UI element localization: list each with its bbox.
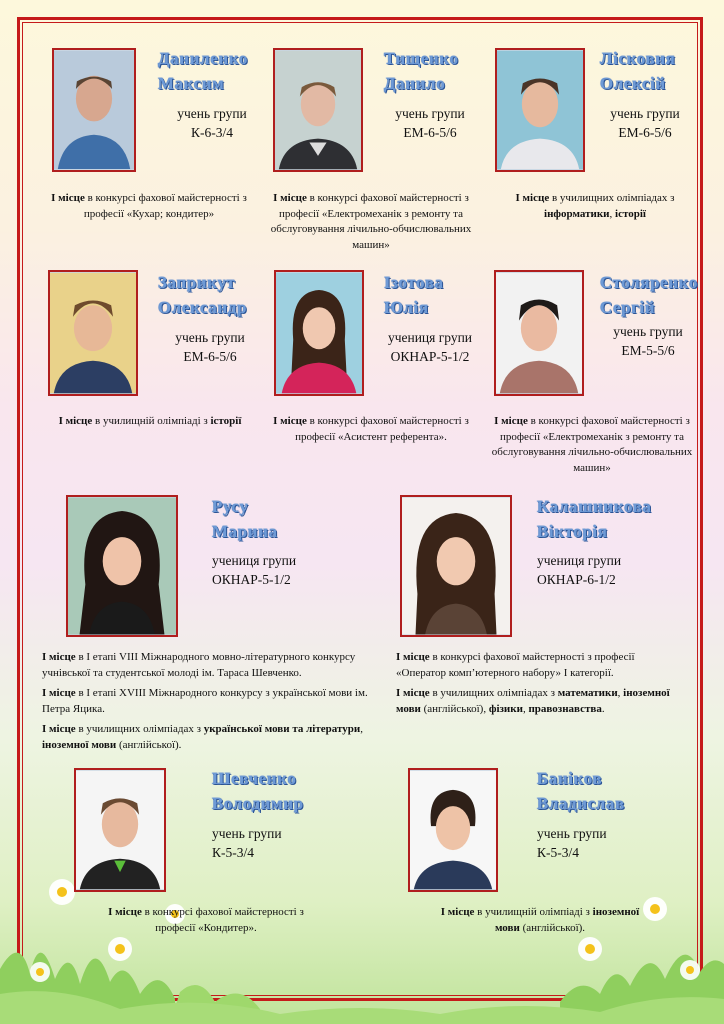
- award-rusu-1: І місце в І етапі VІІІ Міжнародного мовно-літературного конкурсу учнівської та студентської молоді ім. Тараса Шевченко.: [42, 651, 356, 679]
- photo-liskovych: [495, 48, 585, 172]
- award-stoliarenko: І місце в конкурсі фахової майстерності з професії «Електромеханік з ремонту та обслуговування лічильно-обчислювальних машин»: [491, 415, 693, 474]
- name-zaprykut: Заприкут Олександр: [158, 273, 248, 317]
- group-rusu: учениця групи ОКНАР-5-1/2: [212, 553, 297, 587]
- name-stoliarenko: Столяренко Сергій: [600, 273, 699, 317]
- group-shevchenko: учень групи К-5-3/4: [212, 826, 282, 860]
- award-rusu-2: І місце в І етапі XVІІІ Міжнародного конкурсу з української мови ім. Петра Яцика.: [42, 687, 368, 715]
- award-danylenko: І місце в конкурсі фахової майстерності з професії «Кухар; кондитер»: [51, 192, 247, 220]
- grass-flowers-decoration: [0, 874, 724, 1024]
- name-tyshchenko: Тищенко Данило: [384, 49, 459, 93]
- name-danylenko: Даниленко Максим: [158, 49, 249, 93]
- group-danylenko: учень групи К-6-3/4: [177, 106, 247, 140]
- photo-izotova: [274, 270, 364, 396]
- photo-banikov: [408, 768, 498, 892]
- name-shevchenko: Шевченко Володимир: [212, 769, 304, 813]
- award-shevchenko: І місце в конкурсі фахової майстерності з професії «Кондитер».: [108, 906, 304, 934]
- group-izotova: учениця групи ОКНАР-5-1/2: [387, 330, 473, 364]
- name-izotova: Ізотова Юлія: [384, 273, 444, 317]
- award-banikov: І місце в училищній олімпіаді з іноземної мови (англійської).: [440, 906, 640, 934]
- group-zaprykut: учень групи ЕМ-6-5/6: [175, 330, 245, 364]
- photo-danylenko: [52, 48, 136, 172]
- award-liskovych: І місце в училищних олімпіадах з інформатики, історії: [515, 192, 675, 220]
- award-rusu: [42, 650, 372, 758]
- award-tyshchenko: І місце в конкурсі фахової майстерності з професії «Електромеханік з ремонту та обслуговування лічильно-обчислювальних машин»: [270, 192, 472, 251]
- group-banikov: учень групи К-5-3/4: [537, 826, 607, 860]
- photo-tyshchenko: [273, 48, 363, 172]
- name-rusu: Русу Марина: [212, 497, 278, 541]
- award-zaprykut: І місце в училищній олімпіаді з історії: [58, 415, 242, 427]
- photo-rusu: [66, 495, 178, 637]
- group-tyshchenko: учень групи ЕМ-6-5/6: [395, 106, 465, 140]
- photo-stoliarenko: [494, 270, 584, 396]
- award-rusu-3: І місце в училищних олімпіадах з української мови та літератури, іноземної мови (англійської).: [42, 723, 363, 751]
- photo-zaprykut: [48, 270, 138, 396]
- group-kalashnykova: учениця групи ОКНАР-6-1/2: [537, 553, 622, 587]
- award-kalashnykova: [396, 650, 680, 722]
- photo-kalashnykova: [400, 495, 512, 637]
- group-liskovych: учень групи ЕМ-6-5/6: [610, 106, 680, 140]
- award-kalashnykova-1: І місце в конкурсі фахової майстерності з професії «Оператор комп’ютерного набору» І категорії.: [396, 651, 635, 679]
- group-stoliarenko: учень групи ЕМ-5-5/6: [613, 324, 683, 358]
- name-banikov: Баніков Владислав: [537, 769, 625, 813]
- award-izotova: І місце в конкурсі фахової майстерності з професії «Асистент референта».: [273, 415, 469, 443]
- award-kalashnykova-2: І місце в училищних олімпіадах з математики, іноземної мови (англійської), фізики, правознавства.: [396, 687, 670, 715]
- photo-shevchenko: [74, 768, 166, 892]
- name-liskovych: Лісковия Олексій: [600, 49, 676, 93]
- name-kalashnykova: Калашникова Вікторія: [537, 497, 652, 541]
